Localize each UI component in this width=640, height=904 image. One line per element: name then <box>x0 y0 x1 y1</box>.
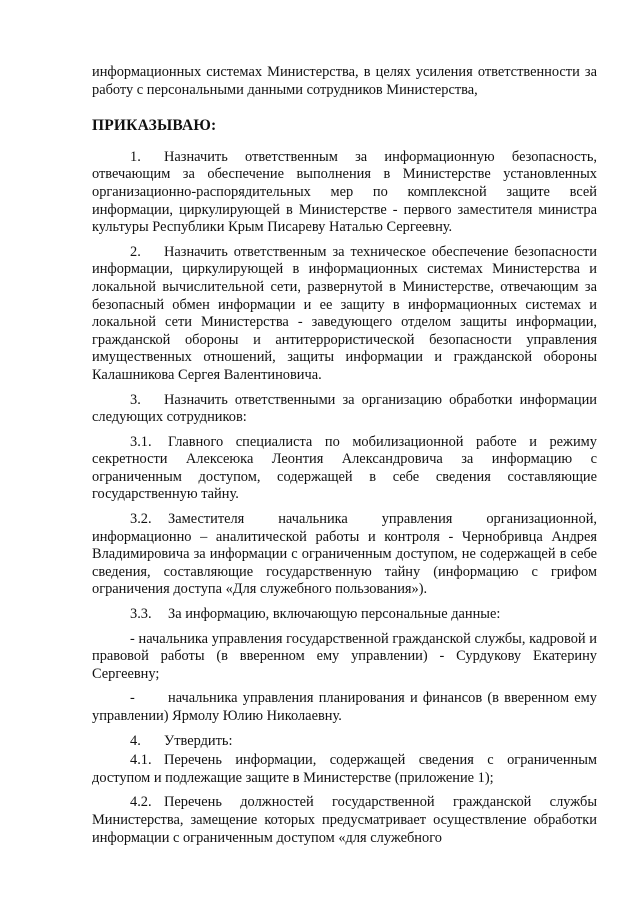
item-number: 1. <box>130 148 141 165</box>
item-number: - <box>130 690 135 707</box>
item-number: 3.3. <box>130 606 152 623</box>
list-item <box>92 606 597 624</box>
list-item <box>92 631 597 684</box>
item-number: 2. <box>130 243 141 260</box>
item-number: 4.2. <box>130 794 152 811</box>
list-item <box>92 733 597 751</box>
item-text: Заместителя начальника управления организационной, информационно – аналитической работы и контроля - Чернобривца Андрея Владимировича за информации с ограниченным доступом, не содержащей в себе сведения, составляющие государственную тайну (информацию с грифом ограничения доступа «Для служебного пользования»). <box>92 511 597 598</box>
item-number: 3.1. <box>130 433 152 450</box>
item-text: Перечень должностей государственной гражданской службы Министерства, замещение которых предусматривает осуществление обработки информации с ограниченным доступом «для служебного <box>92 794 597 846</box>
list-item <box>92 511 597 599</box>
list-item <box>92 752 597 787</box>
item-text: начальника управления планирования и финансов (в вверенном ему управлении) Ярмолу Юлию Николаевну. <box>92 690 597 724</box>
item-text: Утвердить: <box>164 732 233 749</box>
item-text: Назначить ответственными за организацию обработки информации следующих сотрудников: <box>92 391 597 426</box>
item-number: 3. <box>130 391 141 408</box>
intro-paragraph: информационных системах Министерства, в целях усиления ответственности за работу с персональными данными сотрудников Министерства, <box>92 64 597 98</box>
list-item <box>92 690 597 725</box>
list-item <box>92 149 597 237</box>
document-page <box>92 64 597 853</box>
order-heading: ПРИКАЗЫВАЮ: <box>92 117 217 135</box>
item-text: Назначить ответственным за информационную безопасность, отвечающим за обеспечение выполнения в Министерстве установленных организационно-распорядительных мер по комплексной защите всей информации, циркулирующей в Министерстве - первого заместителя министра культуры Республики Крым Писареву Наталью Сергеевну. <box>92 148 597 236</box>
list-item <box>92 392 597 427</box>
item-number: 4.1. <box>130 752 152 769</box>
item-text: Назначить ответственным за техническое обеспечение безопасности информации, циркулирующей в информационных системах Министерства и локальной вычислительной сети, развернутой в Министерстве, отвечающим за безопасный обмен информации и ее защиту в информационных системах и локальной сети Министерства - заведующего отделом защиты информации, гражданской обороны и антитеррористической безопасности управления имущественных отношений, защиты информации и гражданской обороны Калашникова Сергея Валентиновича. <box>92 243 597 383</box>
item-text: Перечень информации, содержащей сведения с ограниченным доступом и подлежащие защите в Министерстве (приложение 1); <box>92 752 597 786</box>
item-text: Главного специалиста по мобилизационной работе и режиму секретности Алексеюка Леонтия Александровича за информацию с ограниченным доступом, содержащей в себе сведения составляющие государственную тайну. <box>92 433 597 503</box>
list-item <box>92 244 597 385</box>
list-item <box>92 434 597 504</box>
item-text: За информацию, включающую персональные данные: <box>168 606 501 623</box>
item-text: - начальника управления государственной гражданской службы, кадровой и правовой работы (в вверенном ему управлении) - Сурдукову Екатерину Сергеевну; <box>92 630 597 682</box>
list-item <box>92 794 597 846</box>
item-number: 4. <box>130 732 141 749</box>
item-number: 3.2. <box>130 511 152 528</box>
